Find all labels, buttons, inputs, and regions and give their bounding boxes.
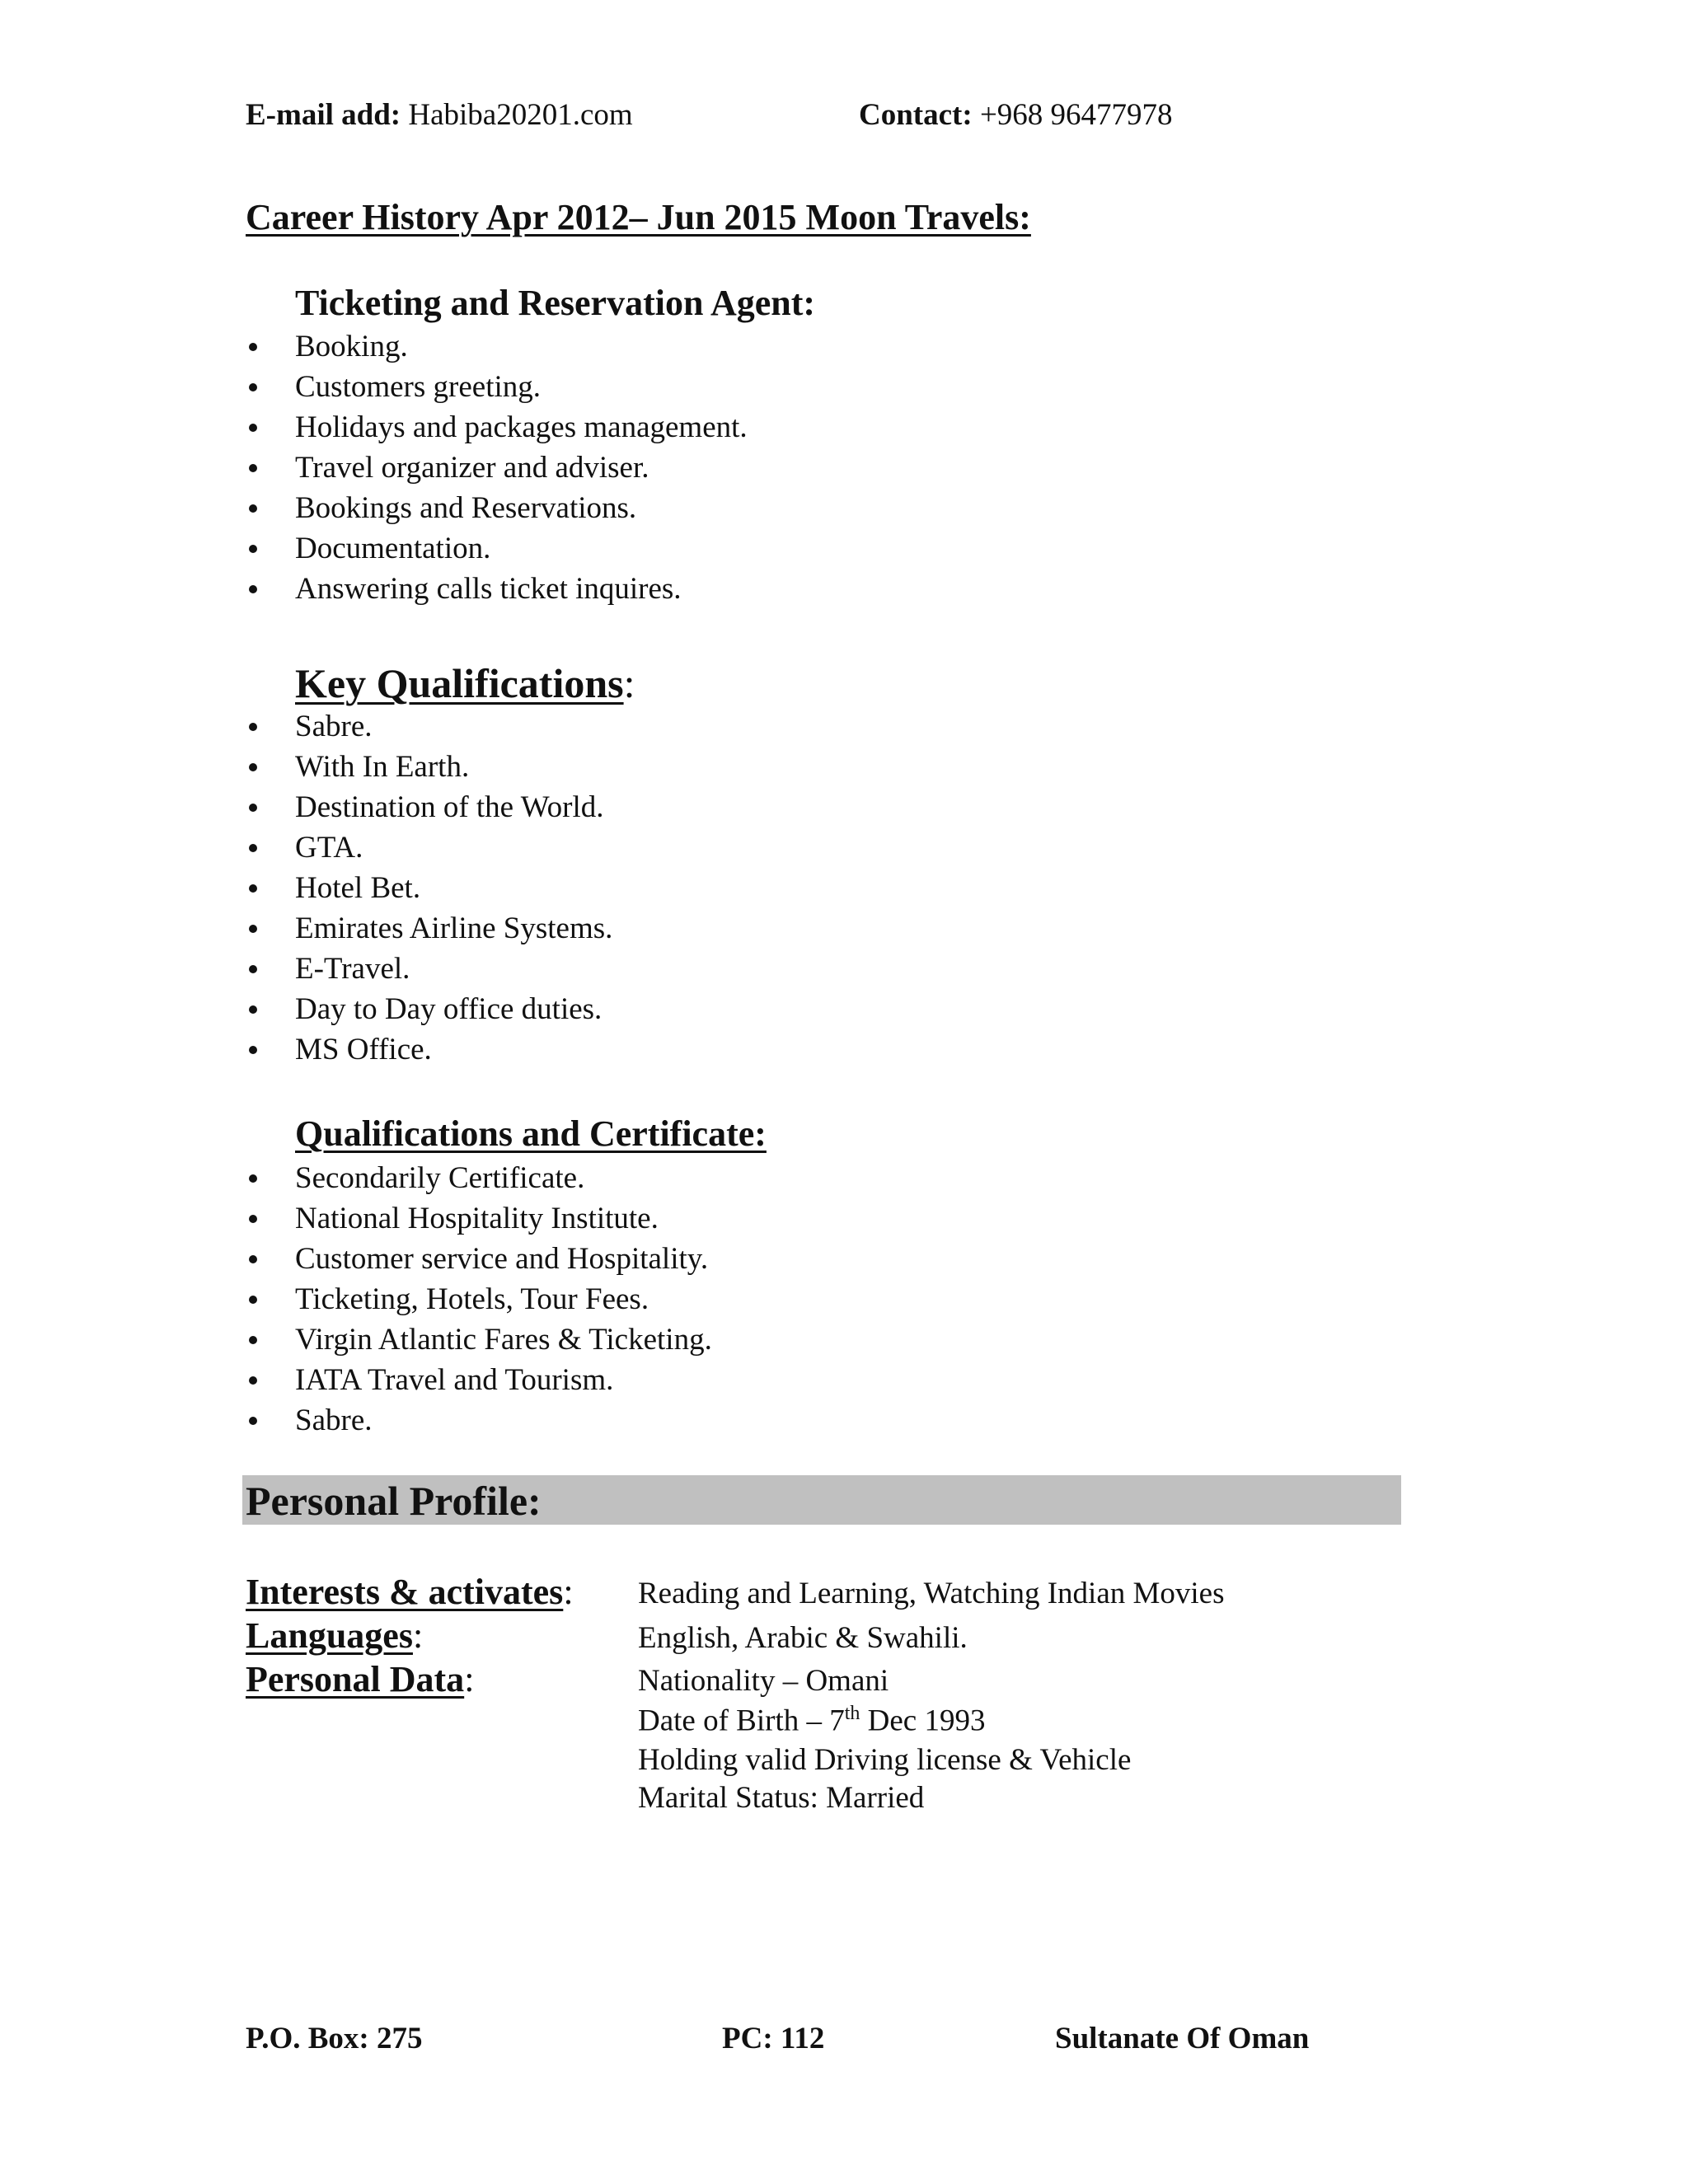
- certificates-title: [295, 1113, 767, 1155]
- list-item: Customer service and Hospitality.: [246, 1239, 712, 1279]
- key-qualifications-colon: :: [623, 660, 635, 706]
- list-item: Emirates Airline Systems.: [246, 908, 612, 949]
- interests-colon: :: [563, 1572, 574, 1612]
- key-qualifications-list: [246, 706, 612, 1070]
- footer-po-box: P.O. Box: 275: [246, 2022, 423, 2055]
- personal-data-colon: :: [464, 1659, 475, 1699]
- duties-list: [246, 326, 748, 609]
- certificates-label: Qualifications and Certificate:: [295, 1113, 767, 1154]
- languages-colon: :: [412, 1615, 424, 1656]
- list-item: Hotel Bet.: [246, 868, 612, 908]
- nationality-value: Nationality – Omani: [638, 1664, 889, 1698]
- dob-sup: th: [844, 1703, 860, 1724]
- email-line: [246, 97, 633, 133]
- key-qualifications-title: [295, 659, 635, 707]
- key-qualifications-label: Key Qualifications: [295, 660, 624, 706]
- list-item: National Hospitality Institute.: [246, 1198, 712, 1239]
- languages-label: [246, 1615, 423, 1657]
- list-item: Destination of the World.: [246, 787, 612, 827]
- dob-prefix: Date of Birth – 7: [638, 1704, 845, 1738]
- list-item: Ticketing, Hotels, Tour Fees.: [246, 1279, 712, 1319]
- dob-suffix: Dec 1993: [860, 1704, 986, 1738]
- list-item: With In Earth.: [246, 747, 612, 787]
- list-item: E-Travel.: [246, 949, 612, 989]
- career-history-title: Career History Apr 2012– Jun 2015 Moon Travels:: [246, 197, 1031, 237]
- license-value: Holding valid Driving license & Vehicle: [638, 1743, 1132, 1777]
- list-item: MS Office.: [246, 1029, 612, 1070]
- certificates-list: [246, 1158, 712, 1441]
- list-item: Secondarily Certificate.: [246, 1158, 712, 1198]
- list-item: Sabre.: [246, 706, 612, 747]
- languages-label-text: Languages: [246, 1615, 413, 1656]
- list-item: IATA Travel and Tourism.: [246, 1360, 712, 1400]
- personal-data-label: [246, 1658, 474, 1700]
- personal-profile-title: Personal Profile:: [246, 1478, 542, 1524]
- list-item: Answering calls ticket inquires.: [246, 569, 748, 609]
- role-title: Ticketing and Reservation Agent:: [295, 283, 816, 323]
- marital-value: Marital Status: Married: [638, 1781, 925, 1815]
- contact-label: Contact:: [859, 98, 973, 132]
- interests-label: [246, 1571, 574, 1613]
- list-item: Sabre.: [246, 1400, 712, 1441]
- personal-data-label-text: Personal Data: [246, 1659, 465, 1699]
- list-item: Travel organizer and adviser.: [246, 448, 748, 488]
- footer-country: Sultanate Of Oman: [1055, 2022, 1310, 2055]
- list-item: Virgin Atlantic Fares & Ticketing.: [246, 1319, 712, 1360]
- footer-pc: PC: 112: [722, 2022, 825, 2055]
- languages-value: English, Arabic & Swahili.: [638, 1621, 968, 1655]
- dob-value: [638, 1703, 985, 1738]
- list-item: Booking.: [246, 326, 748, 367]
- list-item: Day to Day office duties.: [246, 989, 612, 1029]
- list-item: Bookings and Reservations.: [246, 488, 748, 528]
- list-item: Holidays and packages management.: [246, 407, 748, 448]
- list-item: GTA.: [246, 827, 612, 868]
- contact-line: [859, 97, 1173, 133]
- email-label: E-mail add:: [246, 98, 401, 132]
- list-item: Documentation.: [246, 528, 748, 569]
- interests-label-text: Interests & activates: [246, 1572, 564, 1612]
- contact-value: +968 96477978: [979, 98, 1173, 132]
- list-item: Customers greeting.: [246, 367, 748, 407]
- email-value: Habiba20201.com: [408, 98, 633, 132]
- interests-value: Reading and Learning, Watching Indian Movies: [638, 1577, 1225, 1610]
